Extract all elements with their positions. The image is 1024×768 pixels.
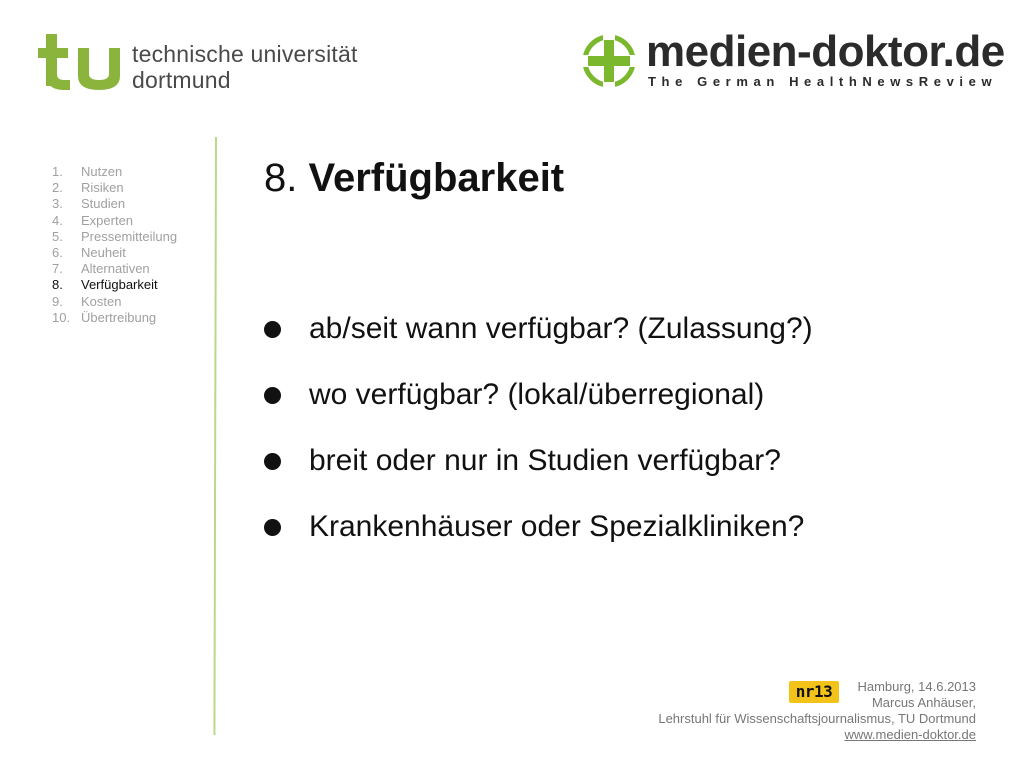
toc-item bbox=[52, 294, 177, 310]
toc-item bbox=[52, 164, 177, 180]
footer-author: Marcus Anhäuser, bbox=[871, 695, 976, 710]
toc-item bbox=[52, 310, 177, 326]
tu-dortmund-logo bbox=[38, 34, 128, 94]
university-name bbox=[132, 41, 358, 93]
slide-title bbox=[264, 150, 564, 206]
bullet-text: breit oder nur in Studien verfügbar? bbox=[309, 444, 781, 477]
toc-item-number: 9. bbox=[52, 293, 63, 309]
toc-item-label: Neuheit bbox=[81, 245, 126, 261]
toc-item-label: Studien bbox=[81, 196, 126, 212]
toc-item-label: Übertreibung bbox=[81, 309, 157, 325]
footer-date: Hamburg, 14.6.2013 bbox=[857, 679, 976, 694]
footer-url-link[interactable]: www.medien-doktor.de bbox=[844, 727, 976, 742]
bullet-dot-icon bbox=[264, 453, 281, 470]
toc-item-number: 7. bbox=[52, 261, 63, 277]
toc-item-label: Risiken bbox=[81, 180, 124, 196]
slide-title-number: 8. bbox=[264, 156, 298, 200]
toc-item-number: 4. bbox=[52, 212, 63, 228]
toc-item bbox=[52, 229, 177, 245]
bullet-item bbox=[264, 362, 813, 428]
bullet-list bbox=[264, 296, 813, 560]
toc-item-number: 5. bbox=[52, 228, 63, 244]
university-name-line2: dortmund bbox=[132, 67, 231, 93]
toc-item-number: 10. bbox=[52, 309, 71, 325]
toc-item-number: 1. bbox=[52, 164, 63, 179]
footer-info bbox=[658, 679, 976, 743]
bullet-dot-icon bbox=[264, 387, 281, 404]
toc-item-label: Alternativen bbox=[81, 261, 150, 277]
toc-item bbox=[52, 261, 177, 277]
toc-item-number: 2. bbox=[52, 180, 63, 196]
toc-item-label: Experten bbox=[81, 212, 134, 228]
bullet-item bbox=[264, 428, 813, 494]
bullet-item bbox=[264, 494, 813, 560]
bullet-dot-icon bbox=[264, 519, 281, 536]
bullet-dot-icon bbox=[264, 321, 281, 338]
nr13-badge: nr13 bbox=[789, 681, 839, 703]
bullet-item bbox=[264, 296, 813, 362]
medien-doktor-name: medien-doktor.de bbox=[646, 27, 1005, 76]
toc-item-label: Nutzen bbox=[81, 164, 123, 179]
table-of-contents bbox=[52, 164, 177, 326]
bullet-text: ab/seit wann verfügbar? (Zulassung?) bbox=[309, 312, 813, 345]
toc-item bbox=[52, 196, 177, 212]
bullet-text: wo verfügbar? (lokal/überregional) bbox=[309, 378, 765, 411]
toc-item-number: 8. bbox=[52, 277, 63, 293]
cross-in-circle-icon bbox=[582, 34, 636, 88]
footer-chair: Lehrstuhl für Wissenschaftsjournalismus, TU Dortmund bbox=[658, 711, 976, 726]
toc-item-label: Pressemitteilung bbox=[81, 228, 178, 244]
toc-item-number: 6. bbox=[52, 245, 63, 261]
toc-item-label: Verfügbarkeit bbox=[81, 277, 158, 293]
medien-doktor-tagline: The German HealthNewsReview bbox=[648, 74, 998, 89]
slide-title-text: Verfügbarkeit bbox=[308, 156, 565, 200]
toc-item bbox=[52, 180, 177, 196]
toc-item bbox=[52, 213, 177, 229]
vertical-divider bbox=[213, 137, 217, 735]
bullet-text: Krankenhäuser oder Spezialkliniken? bbox=[309, 510, 805, 543]
toc-item bbox=[52, 277, 177, 293]
toc-item-label: Kosten bbox=[81, 293, 122, 309]
toc-item-number: 3. bbox=[52, 196, 63, 212]
university-name-line1: technische universität bbox=[132, 41, 358, 67]
toc-item bbox=[52, 245, 177, 261]
